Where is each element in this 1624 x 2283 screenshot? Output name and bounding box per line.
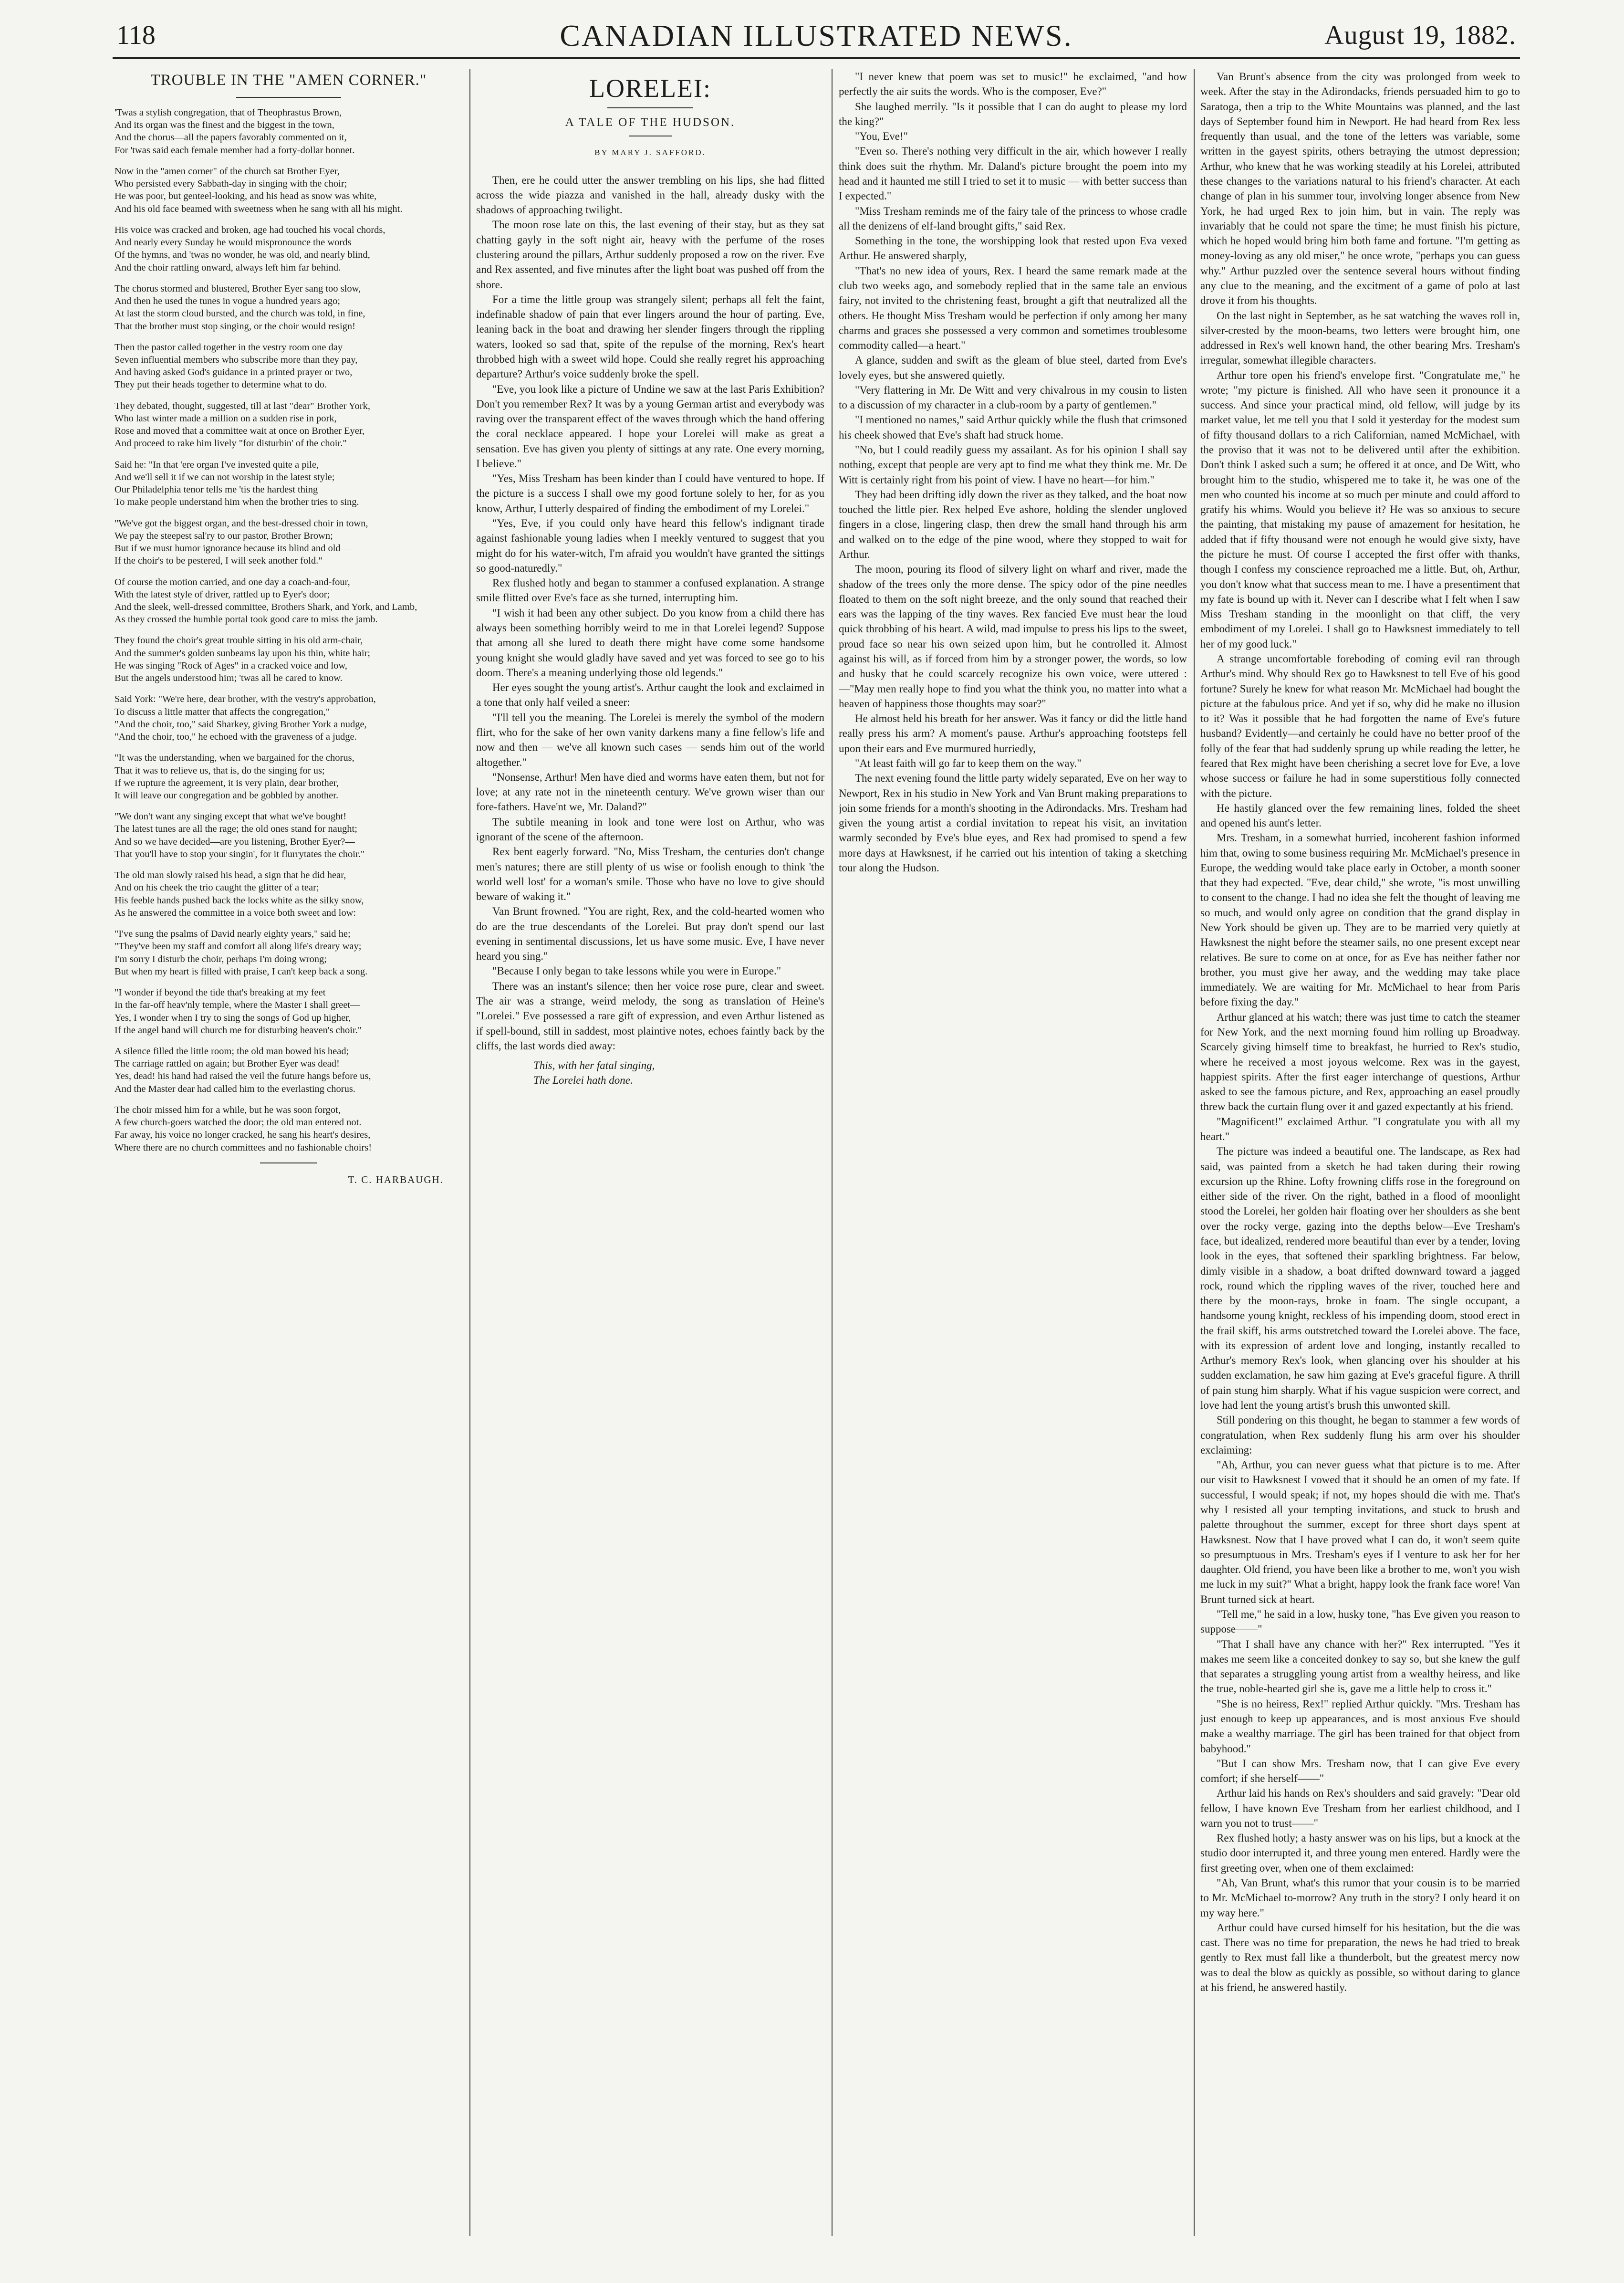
poem-line: And the chorus—all the papers favorably commented on it, bbox=[115, 132, 347, 143]
poem-line: But when my heart is filled with praise, I can't keep back a song. bbox=[115, 966, 368, 977]
story-paragraph: "I mentioned no names," said Arthur quickly while the flush that crimsoned his cheek showed that Eve's shaft had struck home. bbox=[839, 414, 1187, 441]
poem-line: His voice was cracked and broken, age had touched his vocal chords, bbox=[115, 224, 385, 235]
poem-line: As they crossed the humble portal took good care to miss the jamb. bbox=[115, 614, 378, 625]
poem-line: We pay the steepest sal'ry to our pastor, Brother Brown; bbox=[115, 530, 333, 541]
poem-line: Rose and moved that a committee wait at once on Brother Eyer, bbox=[115, 426, 365, 437]
poem-stanza bbox=[115, 752, 463, 802]
poem-line: He was singing "Rock of Ages" in a cracked voice and low, bbox=[115, 660, 347, 671]
story-paragraph: The next evening found the little party widely separated, Eve on her way to Newport, Rex in his studio in New York and Van Brunt making preparations to join some friends for a month's shooting in the Adirondacks. Mrs. Tresham had given the young artist a cordial invitation to repeat his visit, an invitation warmly seconded by Eve's blue eyes, and Rex had promised to spend a few more days at Hawksnest, if he carried out his intention of taking a sketching tour along the Hudson. bbox=[839, 772, 1187, 874]
poem-line: In the far-off heav'nly temple, where the Master I shall greet— bbox=[115, 1000, 360, 1011]
poem-stanza bbox=[115, 986, 463, 1037]
poem-line: With the latest style of driver, rattled up to Eyer's door; bbox=[115, 589, 330, 600]
poem-stanza bbox=[115, 341, 463, 391]
poem-line: It will leave our congregation and be gobbled by another. bbox=[115, 790, 339, 801]
story-paragraph: "Because I only began to take lessons while you were in Europe." bbox=[492, 965, 781, 977]
story-paragraph: The subtile meaning in look and tone were lost on Arthur, who was ignorant of the scene of the afternoon. bbox=[476, 816, 824, 843]
poem-line: I'm sorry I disturb the choir, perhaps I'm doing wrong; bbox=[115, 953, 327, 964]
poem-stanza bbox=[115, 693, 463, 743]
poem-line: They debated, thought, suggested, till at last "dear" Brother York, bbox=[115, 400, 370, 411]
poem-line: Said York: "We're here, dear brother, with the vestry's approbation, bbox=[115, 694, 376, 705]
story-subtitle: A TALE OF THE HUDSON. bbox=[565, 116, 736, 129]
poem-line: And we'll sell it if we can not worship in the latest style; bbox=[115, 471, 335, 482]
poem-stanza bbox=[115, 517, 463, 567]
story-paragraph: Arthur laid his hands on Rex's shoulders and said gravely: "Dear old fellow, I have known Eve Tresham from her earliest childhood, and I warn you not to trust——" bbox=[1200, 1787, 1520, 1829]
poem-stanza bbox=[115, 459, 463, 509]
story-paragraph: Arthur tore open his friend's envelope first. "Congratulate me," he wrote; "my picture is finished. All who have seen it pronounce it a success. And since your practical mind, old fellow, will judge by its market value, let me tell you that I sold it yesterday for the modest sum of fifty thousand dollars to a rich Californian, named McMichael, with the proviso that it was not to be delivered until after the exhibition. Don't think I asked such a sum; he offered it at once, and De Witt, who brought him to the studio, whispered me to take it, he was one of the men who counted his income at so much per minute and could afford to gratify his whims. Would you believe it? He was so anxious to secure the painting, that mistaking my pause of amazement for hesitation, he added that if fifty thousand were not enough he would give sixty, have the picture he must. Of course I accepted the first offer with thanks, though I confess my conscience reproached me a little. But, oh, Arthur, you don't know what that success mean to me. I have a presentiment that my fate is bound up with it. Never can I describe what I felt when I saw Miss Tresham standing in the moonlight on that cliff, the very embodiment of my Lorelei. I shall go to Hawksnest immediately to tell her of my good luck." bbox=[1200, 369, 1520, 650]
poem-line: "We've got the biggest organ, and the best-dressed choir in town, bbox=[115, 518, 368, 529]
poem-line: And on his cheek the trio caught the glitter of a tear; bbox=[115, 882, 319, 893]
poem-stanza bbox=[115, 165, 463, 215]
story-paragraph: Something in the tone, the worshipping look that rested upon Eva vexed Arthur. He answered sharply, bbox=[839, 235, 1187, 262]
story-paragraph: "Yes, Miss Tresham has been kinder than I could have ventured to hope. If the picture is a success I shall owe my good fortune solely to her, for as you know, Arthur, I utterly despaired of finding the embodiment of my Lorelei." bbox=[476, 472, 824, 514]
poem-line: If the choir's to be pestered, I will seek another fold." bbox=[115, 555, 323, 566]
poem-line: Of course the motion carried, and one day a coach-and-four, bbox=[115, 576, 350, 587]
poem-author: T. C. HARBAUGH. bbox=[348, 1173, 444, 1185]
masthead bbox=[113, 10, 1520, 59]
story-paragraph: He almost held his breath for her answer. Was it fancy or did the little hand really press his arm? A moment's pause. Arthur's approaching footsteps fell upon their ears and Eve murmured hurriedly, bbox=[839, 712, 1187, 754]
poem-line: "We don't want any singing except that what we've bought! bbox=[115, 811, 347, 822]
page-number: 118 bbox=[116, 21, 156, 50]
issue-date: August 19, 1882. bbox=[1324, 21, 1516, 50]
story-paragraph: "I'll tell you the meaning. The Lorelei is merely the symbol of the modern flirt, who for the sake of her own vanity darkens many a fine fellow's life and now and then — we've all known such cases — sends him out of the world altogether." bbox=[476, 711, 824, 768]
story-text bbox=[476, 173, 824, 1088]
column-rule bbox=[469, 69, 470, 2236]
poem-line: They found the choir's great trouble sitting in his old arm-chair, bbox=[115, 635, 363, 646]
story-paragraph: The picture was indeed a beautiful one. The landscape, as Rex had said, was painted from a sketch he had taken during their rowing excursion up the Rhine. Lofty frowning cliffs rose in the foreground on either side of the river. On the right, bathed in a flood of moonlight stood the Lorelei, her golden hair floating over her shoulders as she bent over the rocky verge, gazing into the depths below—Eve Tresham's face, but idealized, rendered more beautiful than ever by a tender, loving look in the eyes, that softened their sparkling brightness. Far below, dimly visible in a shadow, a boat drifted downward toward a jagged rock, round which the rippling waves of the river, touched here and there by the moon-rays, broke in foam. The single occupant, a handsome young knight, reckless of his impending doom, stood erect in the frail skiff, his arms outstretched toward the Lorelei above. The face, with its expression of ardent love and longing, instantly recalled to Arthur's memory Rex's look, when glancing over his shoulder at his sudden exclamation, he saw him gazing at Eve's graceful figure. A thrill of pain stung him sharply. What if his vague suspicion were correct, and love had lent the young artist's brush this unwonted skill. bbox=[1200, 1145, 1520, 1412]
poem-line: Seven influential members who subscribe more than they pay, bbox=[115, 354, 358, 365]
poem-stanza bbox=[115, 928, 463, 978]
story-paragraph: They had been drifting idly down the river as they talked, and the boat now touched the little pier. Rex helped Eve ashore, holding the slender ungloved fingers in a close, lingering clasp, then drew the small hand through his arm and walked on to the edge of the pine wood, where they stopped to wait for Arthur. bbox=[839, 488, 1187, 560]
column-rule bbox=[1194, 69, 1195, 2236]
verse-line: The Lorelei hath done. bbox=[533, 1074, 633, 1087]
poem-stanza bbox=[115, 1104, 463, 1154]
story-paragraph: "Tell me," he said in a low, husky tone, "has Eve given you reason to suppose——" bbox=[1200, 1608, 1520, 1635]
poem-line: Said he: "In that 'ere organ I've invested quite a pile, bbox=[115, 459, 319, 470]
poem-line: That it was to relieve us, that is, do the singing for us; bbox=[115, 765, 325, 776]
poem-line: A few church-goers watched the door; the old man entered not. bbox=[115, 1117, 362, 1128]
story-paragraph: Arthur could have cursed himself for his hesitation, but the die was cast. There was no time for preparation, the news he had tried to break gently to Rex must fall like a thunderbolt, but the greatest mercy now was to deal the blow as quickly as possible, so without daring to glance at his friend, he answered hastily. bbox=[1200, 1921, 1520, 1993]
story-column-1 bbox=[476, 69, 824, 2236]
story-paragraph: "She is no heiress, Rex!" replied Arthur quickly. "Mrs. Tresham has just enough to keep up appearances, and is most anxious Eve should make a wealthy marriage. The girl has been trained for that object from babyhood." bbox=[1200, 1697, 1520, 1755]
poem-line: But if we must humor ignorance because its blind and old— bbox=[115, 543, 351, 554]
poem-line: Of the hymns, and 'twas no wonder, he was old, and nearly blind, bbox=[115, 250, 370, 261]
column-rule bbox=[832, 69, 833, 2236]
poem-title: TROUBLE IN THE "AMEN CORNER." bbox=[150, 72, 427, 89]
poem-line: The carriage rattled on again; but Brother Eyer was dead! bbox=[115, 1058, 340, 1069]
story-paragraph: "Eve, you look like a picture of Undine we saw at the last Paris Exhibition? Don't you remember Rex? It was by a young German artist and everybody was raving over the transparent effect of the waves through which the hand offering the coral necklace appeared. I hope your Lorelei will make as great a sensation. Eve has given you plenty of sittings at any rate. One every morning, I believe." bbox=[476, 383, 824, 470]
story-paragraph: Rex bent eagerly forward. "No, Miss Tresham, the centuries don't change men's natures; there are still plenty of us wise or foolish enough to think 'the world well lost' for a woman's smile. Those who have no love to give should beware of waking it." bbox=[476, 846, 824, 903]
poem-line: And his old face beamed with sweetness when he sang with all his might. bbox=[115, 203, 403, 214]
story-paragraph: Then, ere he could utter the answer trembling on his lips, she had flitted across the wide piazza and vanished in the hall, already dusky with the shadows of approaching twilight. bbox=[476, 174, 824, 216]
poem-line: Our Philadelphia tenor tells me 'tis the hardest thing bbox=[115, 484, 318, 495]
story-paragraph: A glance, sudden and swift as the gleam of blue steel, darted from Eve's lovely eyes, but she answered quietly. bbox=[839, 354, 1187, 381]
poem-stanza bbox=[115, 400, 463, 450]
story-paragraph: "No, but I could readily guess my assailant. As for his opinion I shall say nothing, except that people are very apt to find me what they think me. Mr. De Witt is certainly right from his point of view. I have no heart—for him." bbox=[839, 444, 1187, 486]
poem-line: "It was the understanding, when we bargained for the chorus, bbox=[115, 753, 354, 764]
story-paragraph: "That's no new idea of yours, Rex. I heard the same remark made at the club two weeks ago, and somebody replied that in the same tale an envious fairy, not invited to the christening feast, brought a gift that neutralized all the others. He thought Miss Tresham would be perfection if only among her many charms and graces she possessed a very common and sometimes troublesome commodity called—a heart." bbox=[839, 264, 1187, 352]
poem-line: Where there are no church committees and no fashionable choirs! bbox=[115, 1142, 372, 1153]
poem-line: "And the choir, too," said Sharkey, giving Brother York a nudge, bbox=[115, 719, 367, 730]
poem-line: If the angel band will church me for disturbing heaven's choir." bbox=[115, 1025, 362, 1036]
poem-line: The choir missed him for a while, but he was soon forgot, bbox=[115, 1104, 341, 1115]
poem-line: The latest tunes are all the rage; the old ones stand for naught; bbox=[115, 824, 357, 835]
story-paragraph: A strange uncomfortable foreboding of coming evil ran through Arthur's mind. Why should Rex go to Hawksnest to tell Eve of his good fortune? Surely he knew for what reason Mr. McMichael had bought the picture at the fabulous price. And yet if so, why did he make no illusion to it? Was it possible that he had forgotten the name of Eve's future husband? Evidently—and certainly he could have no better proof of the folly of the fear that had suddenly sprung up while reading the letter, he feared that Rex might have been cherishing a secret love for Eve, a love whose success or failure he had in some superstitious folly connected with the picture. bbox=[1200, 652, 1520, 799]
poem-column bbox=[115, 69, 463, 2236]
story-paragraph: "Yes, Eve, if you could only have heard this fellow's indignant tirade against fashionable young ladies when I meekly ventured to suggest that you might do for his water-witch, I'm afraid you wouldn't have granted the sittings so good-naturedly." bbox=[476, 517, 824, 574]
story-paragraph: Van Brunt's absence from the city was prolonged from week to week. After the stay in the Adirondacks, friends persuaded him to go to Saratoga, then a trip to the White Mountains was planned, and the last days of September found him in Newport. He had heard from Rex less frequently than usual, and the tone of the letters was variable, some written in the gayest spirits, others betraying the utmost depression; Arthur, who knew that he was working steadily at his Lorelei, attributed these changes to the variations natural to his friend's character. At each change of plan in his summer tour, involving longer absence from New York, he had urged Rex to join him, but in vain. The reply was invariably that he could not spare the time; he must finish his picture, which he hoped would bring him both fame and fortune. "I'm getting as money-loving as any old miser," he once wrote, "perhaps you can guess why." Arthur puzzled over the sentence several hours without finding any clue to the meaning, and the excitment of a game of polo at last drove it from his thoughts. bbox=[1200, 71, 1520, 307]
story-paragraph: Rex flushed hotly; a hasty answer was on his lips, but a knock at the studio door interrupted it, and three young men entered. Hardly were the first greeting over, when one of them exclaimed: bbox=[1200, 1832, 1520, 1874]
newspaper-title: CANADIAN ILLUSTRATED NEWS. bbox=[560, 19, 1073, 52]
story-verse bbox=[533, 1058, 824, 1088]
poem-line: At last the storm cloud bursted, and the church was told, in fine, bbox=[115, 308, 365, 319]
poem-line: Who persisted every Sabbath-day in singing with the choir; bbox=[115, 178, 347, 189]
story-paragraph: The moon, pouring its flood of silvery light on wharf and river, made the shadow of the trees only the more dense. The spicy odor of the pine needles floated to them on the soft night breeze, and the only sound that reached their ears was the lapping of the tiny waves. Rex fancied Eve must hear the loud quick throbbing of his heart. A wild, mad impulse to press his lips to the sweet, proud face so near his own seized upon him, but he controlled it. Almost against his will, as if forced from him by a stronger power, the words, so low and husky that he could scarcely recognize his own voice, were uttered :—"May men really hope to find you what the think you, no matter into what a heaven of happiness those thoughts may soar?" bbox=[839, 563, 1187, 710]
story-paragraph: Mrs. Tresham, in a somewhat hurried, incoherent fashion informed him that, owing to some business requiring Mr. McMichael's presence in Europe, the wedding would take place early in October, a month sooner that they had expected. "Eve, dear child," she wrote, "is most unwilling to consent to the change. I had no idea she felt the thought of leaving me so much, and would only agree on condition that the grand display in New York should be given up. They are to be married very quietly at Hawksnest the night before the steamer sails, no one present except near relatives. Be sure to come on at once, for as Eve has neither father nor brother, you must give her away, and the wedding may take place immediately. We are waiting for Mr. McMichael to hear from Paris before fixing the day." bbox=[1200, 832, 1520, 1008]
divider bbox=[260, 1162, 317, 1163]
story-paragraph: On the last night in September, as he sat watching the waves roll in, silver-crested by the moon-beams, two letters were brought him, one addressed in Rex's well known hand, the other bearing Mrs. Tresham's irregular, somewhat illegible characters. bbox=[1200, 309, 1520, 367]
poem-line: That the brother must stop singing, or the choir would resign! bbox=[115, 321, 356, 332]
poem-line: And then he used the tunes in vogue a hundred years ago; bbox=[115, 296, 341, 307]
story-paragraph: Arthur glanced at his watch; there was just time to catch the steamer for New York, and the next morning found him rolling up Broadway. Scarcely giving himself time to breakfast, he hurried to Rex's studio, where he received a most joyous welcome. Rex was in the gayest, happiest spirits. After the first eager interchange of questions, Arthur asked to see the famous picture, and Rex, approaching an easel proudly threw back the curtain flung over it and gazed expectantly at his friend. bbox=[1200, 1011, 1520, 1113]
poem-line: Who last winter made a million on a sudden rise in pork, bbox=[115, 413, 337, 424]
poem-line: 'Twas a stylish congregation, that of Theophrastus Brown, bbox=[115, 107, 342, 118]
poem-line: "And the choir, too," he echoed with the graveness of a judge. bbox=[115, 732, 357, 743]
story-paragraph: She laughed merrily. "Is it possible that I can do aught to please my lord the king?" bbox=[839, 100, 1187, 127]
story-paragraph: Van Brunt frowned. "You are right, Rex, and the cold-hearted women who do are the true descendants of the Lorelei. But pray don't spend our last evening in sentimental discussions, let us have some music. Eve, I have never heard you sing." bbox=[476, 905, 824, 963]
poem-line: That you'll have to stop your singin', for it flurrytates the choir." bbox=[115, 848, 365, 859]
poem-line: "I wonder if beyond the tide that's breaking at my feet bbox=[115, 987, 326, 998]
poem-line: Far away, his voice no longer cracked, he sang his heart's desires, bbox=[115, 1130, 371, 1141]
story-column-2 bbox=[839, 69, 1187, 2236]
divider bbox=[607, 107, 693, 108]
poem-line: His feeble hands pushed back the locks white as the silky snow, bbox=[115, 895, 364, 906]
poem-stanza bbox=[115, 869, 463, 919]
poem-body bbox=[115, 106, 463, 1154]
poem-line: To discuss a little matter that affects the congregation," bbox=[115, 706, 330, 717]
story-paragraph: "Ah, Arthur, you can never guess what that picture is to me. After our visit to Hawksnest I vowed that it should be an omen of my fate. If successful, I would speak; if not, my hopes should die with me. That's why I resisted all your tempting invitations, and stuck to brush and palette throughout the summer, except for three short days spent at Hawksnest. Now that I have proved what I can do, it won't seem quite so presumptuous in Mrs. Tresham's eyes if I venture to ask her for her daughter. Old friend, you have been like a brother to me, won't you wish me luck in my suit?" What a bright, happy look the frank face wore! Van Brunt turned sick at heart. bbox=[1200, 1459, 1520, 1605]
poem-line: The old man slowly raised his head, a sign that he did hear, bbox=[115, 870, 346, 881]
story-column-3 bbox=[1200, 69, 1520, 2236]
poem-line: Yes, I wonder when I try to sing the songs of God up higher, bbox=[115, 1012, 351, 1023]
poem-line: For 'twas said each female member had a forty-dollar bonnet. bbox=[115, 145, 355, 156]
poem-line: And its organ was the finest and the biggest in the town, bbox=[115, 120, 334, 131]
poem-line: And nearly every Sunday he would mispronounce the words bbox=[115, 237, 352, 248]
story-paragraph: Her eyes sought the young artist's. Arthur caught the look and exclaimed in a tone that only half veiled a sneer: bbox=[476, 681, 824, 709]
story-paragraph: There was an instant's silence; then her voice rose pure, clear and sweet. The air was a strange, weird melody, the song as translation of Heine's "Lorelei." Eve possessed a rare gift of expression, and even Arthur listened as if spell-bound, still in saddest, most plaintive notes, echoes faintly back by the cliffs, the last words died away: bbox=[476, 980, 824, 1052]
verse-line: This, with her fatal singing, bbox=[533, 1059, 655, 1072]
poem-line: And the Master dear had called him to the everlasting chorus. bbox=[115, 1083, 355, 1094]
story-paragraph: Rex flushed hotly and began to stammer a confused explanation. A strange smile flitted over Eve's face as she turned, interrupting him. bbox=[476, 577, 824, 604]
poem-line: And so we have decided—are you listening, Brother Eyer?— bbox=[115, 836, 355, 847]
poem-line: If we rupture the agreement, it is very plain, dear brother, bbox=[115, 777, 339, 788]
divider bbox=[236, 97, 341, 98]
story-paragraph: Still pondering on this thought, he began to stammer a few words of congratulation, when Rex suddenly flung his arm over his shoulder exclaiming: bbox=[1200, 1414, 1520, 1456]
poem-line: And having asked God's guidance in a printed prayer or two, bbox=[115, 367, 353, 378]
poem-line: But the angels understood him; 'twas all he cared to know. bbox=[115, 673, 343, 684]
poem-line: Now in the "amen corner" of the church sat Brother Eyer, bbox=[115, 166, 340, 177]
poem-line: And the summer's golden sunbeams lay upon his thin, white hair; bbox=[115, 648, 371, 659]
story-paragraph: "I never knew that poem was set to music!" he exclaimed, "and how perfectly the air suits the words. Who is the composer, Eve?" bbox=[839, 71, 1187, 98]
story-paragraph: The moon rose late on this, the last evening of their stay, but as they sat chatting gayly in the soft night air, heavy with the perfume of the roses clustering around the pillars, Arthur suddenly proposed a row on the river. Eve and Rex assented, and five minutes after the light boat was pushed off from the shore. bbox=[476, 219, 824, 291]
poem-line: He was poor, but genteel-looking, and his head as snow was white, bbox=[115, 191, 377, 202]
story-byline: BY MARY J. SAFFORD. bbox=[594, 148, 706, 157]
poem-line: As he answered the committee in a voice both sweet and low: bbox=[115, 907, 356, 918]
poem-stanza bbox=[115, 224, 463, 274]
poem-line: Then the pastor called together in the vestry room one day bbox=[115, 342, 343, 353]
poem-stanza bbox=[115, 1045, 463, 1095]
story-paragraph: "I wish it had been any other subject. Do you know from a child there has always been something horribly weird to me in that Lorelei legend? Suppose that among all she lured to death there might have come some handsome young knight she would gladly have saved and yet was forced to see go to his doom. There's a meaning underlying those old legends." bbox=[476, 607, 824, 679]
poem-line: To make people understand him when the brother tries to sing. bbox=[115, 497, 359, 508]
poem-stanza bbox=[115, 634, 463, 684]
poem-line: They put their heads together to determine what to do. bbox=[115, 379, 327, 390]
story-paragraph: "You, Eve!" bbox=[855, 130, 908, 143]
story-paragraph: "Even so. There's nothing very difficult in the air, which however I really think does suit the rhythm. Mr. Daland's picture brought the poem into my head and it haunted me still I tried to set it to music — with better success than I expected." bbox=[839, 145, 1187, 202]
story-title: LORELEI: bbox=[589, 74, 711, 103]
story-paragraph: "Miss Tresham reminds me of the fairy tale of the princess to whose cradle all the denizens of elf-land brought gifts," said Rex. bbox=[839, 205, 1187, 232]
poem-line: "I've sung the psalms of David nearly eighty years," said he; bbox=[115, 929, 351, 940]
poem-line: "They've been my staff and comfort all along life's dreary way; bbox=[115, 941, 362, 952]
story-paragraph: "Very flattering in Mr. De Witt and very chivalrous in my cousin to listen to a discussion of my character in a club-room by a party of gentlemen." bbox=[839, 384, 1187, 411]
story-paragraph: For a time the little group was strangely silent; perhaps all felt the faint, indefinable shadow of pain that ever lingers around the hour of parting. Eve, leaning back in the boat and drawing her slender fingers through the rippling waters, looked so sad that, spite of the repulse of the morning, Rex's heart throbbed high with a sweet wild hope. Could she really regret his approaching departure? Arthur's voice suddenly broke the spell. bbox=[476, 293, 824, 380]
story-paragraph: "Magnificent!" exclaimed Arthur. "I congratulate you with all my heart." bbox=[1200, 1115, 1520, 1142]
poem-stanza bbox=[115, 106, 463, 157]
poem-stanza bbox=[115, 576, 463, 626]
story-paragraph: "That I shall have any chance with her?" Rex interrupted. "Yes it makes me seem like a conceited donkey to say so, but she knew the gulf that separates a struggling young artist from a wealthy heiress, and like the true, noble-hearted girl she is, gave me a little help to cross it." bbox=[1200, 1638, 1520, 1695]
poem-stanza bbox=[115, 283, 463, 333]
story-paragraph: "But I can show Mrs. Tresham now, that I can give Eve every comfort; if she herself——" bbox=[1200, 1757, 1520, 1785]
poem-line: The chorus stormed and blustered, Brother Eyer sang too slow, bbox=[115, 283, 361, 294]
story-paragraph: "Ah, Van Brunt, what's this rumor that your cousin is to be married to Mr. McMichael to-morrow? Any truth in the story? I only heard it on my way here." bbox=[1200, 1877, 1520, 1919]
story-paragraph: "At least faith will go far to keep them on the way." bbox=[855, 757, 1082, 769]
poem-line: And the choir rattling onward, always left him far behind. bbox=[115, 262, 341, 273]
poem-line: And the sleek, well-dressed committee, Brothers Shark, and York, and Lamb, bbox=[115, 601, 417, 612]
poem-line: A silence filled the little room; the old man bowed his head; bbox=[115, 1046, 349, 1057]
story-paragraph: "Nonsense, Arthur! Men have died and worms have eaten them, but not for love; at any rate not in the nineteenth century. We've grown wiser than our fore-fathers. Have'nt we, Mr. Daland?" bbox=[476, 771, 824, 813]
story-paragraph: He hastily glanced over the few remaining lines, folded the sheet and opened his aunt's letter. bbox=[1200, 802, 1520, 829]
poem-line: And proceed to rake him lively "for disturbin' of the choir." bbox=[115, 438, 347, 449]
poem-line: Yes, dead! his hand had raised the veil the future hangs before us, bbox=[115, 1071, 371, 1082]
poem-stanza bbox=[115, 810, 463, 860]
